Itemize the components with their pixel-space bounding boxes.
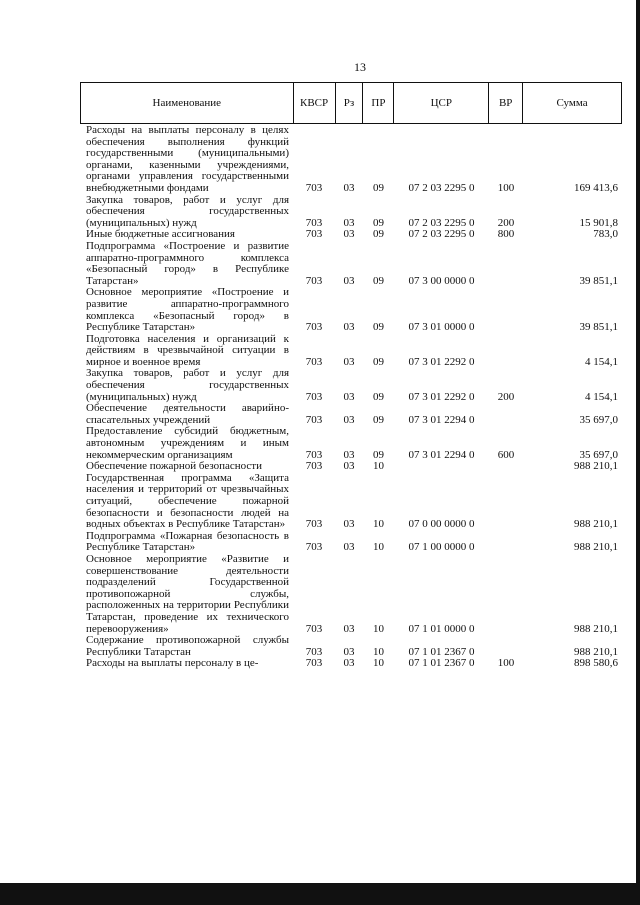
table-row <box>80 334 622 369</box>
row-csr <box>394 461 489 473</box>
scan-edge-right <box>636 0 640 905</box>
row-name: Государственная программа «Защита населения и территорий от чрезвычайных ситуаций, обеспечение пожарной безопасности и безопасности людей на водных объектах в Республике Татарстан» <box>86 471 289 531</box>
row-sum: 988 210,1 <box>574 645 618 658</box>
row-vr: 200 <box>497 216 515 229</box>
row-rz: 03 <box>343 541 355 554</box>
row-pr: 09 <box>373 274 384 287</box>
row-rz: 03 <box>343 518 355 531</box>
row-pr: 09 <box>373 413 384 426</box>
row-sum: 988 210,1 <box>574 460 618 473</box>
row-csr: 07 1 01 0000 0 <box>408 622 475 635</box>
table-row <box>80 125 622 195</box>
table-row <box>80 658 622 670</box>
row-rz: 03 <box>343 355 355 368</box>
budget-table <box>80 125 622 670</box>
table-row <box>80 403 622 426</box>
row-name: Основное мероприятие «Построение и развитие аппаратно-программного комплекса «Безопасный город» в Республике Татарстан» <box>86 286 289 334</box>
row-name: Обеспечение пожарной безопасности <box>86 460 263 473</box>
row-pr: 09 <box>373 448 384 461</box>
row-pr: 09 <box>373 228 384 241</box>
row-name: Подготовка населения и организаций к действиям в чрезвычайной ситуации в мирное и военное время <box>86 332 289 368</box>
row-name: Подпрограмма «Пожарная безопасность в Республике Татарстан» <box>86 529 289 554</box>
row-csr: 07 3 00 0000 0 <box>408 274 475 287</box>
row-sum: 783,0 <box>593 228 618 241</box>
row-rz: 03 <box>343 274 355 287</box>
header-sum: Сумма <box>523 83 622 124</box>
row-kvsr: 703 <box>305 518 323 531</box>
table-row <box>80 241 622 287</box>
row-sum: 35 697,0 <box>579 448 618 461</box>
row-vr: 800 <box>497 228 515 241</box>
header-csr: ЦСР <box>394 83 489 124</box>
header-pr: ПР <box>363 83 394 124</box>
row-sum: 988 210,1 <box>574 518 618 531</box>
row-sum: 4 154,1 <box>585 355 618 368</box>
row-rz: 03 <box>343 645 355 658</box>
row-csr: 07 3 01 2294 0 <box>408 448 475 461</box>
row-vr <box>489 287 523 333</box>
row-kvsr: 703 <box>305 216 323 229</box>
row-rz: 03 <box>343 622 355 635</box>
row-csr: 07 3 01 2292 0 <box>408 390 475 403</box>
row-name: Подпрограмма «Построение и развитие аппаратно-программного комплекса «Безопасный город» в Республике Татарстан» <box>86 239 289 287</box>
table-row <box>80 635 622 658</box>
table-row <box>80 554 622 635</box>
row-pr: 09 <box>373 355 384 368</box>
row-vr: 100 <box>497 657 515 670</box>
row-pr: 09 <box>373 181 384 194</box>
row-name: Иные бюджетные ассигнования <box>86 228 235 241</box>
header-vr: ВР <box>489 83 523 124</box>
row-rz: 03 <box>343 460 355 473</box>
row-sum: 35 697,0 <box>579 413 618 426</box>
row-pr: 10 <box>373 622 384 635</box>
row-vr <box>489 403 523 426</box>
row-pr: 10 <box>373 645 384 658</box>
row-name: Обеспечение деятельности аварийно-спасательных учреждений <box>86 402 289 426</box>
row-csr: 07 1 00 0000 0 <box>408 541 475 554</box>
row-csr: 07 1 01 2367 0 <box>408 657 475 670</box>
table-row <box>80 426 622 461</box>
row-kvsr: 703 <box>305 274 323 287</box>
row-name: Предоставление субсидий бюджетным, автономным учреждениям и иным некоммерческим организациям <box>86 425 289 461</box>
header-name: Наименование <box>81 83 294 124</box>
row-rz: 03 <box>343 181 355 194</box>
row-sum: 39 851,1 <box>579 274 618 287</box>
header-kvsr: КВСР <box>293 83 335 124</box>
row-csr: 07 0 00 0000 0 <box>408 518 475 531</box>
row-pr: 09 <box>373 216 384 229</box>
row-rz: 03 <box>343 413 355 426</box>
row-csr: 07 3 01 2292 0 <box>408 355 475 368</box>
row-kvsr: 703 <box>305 181 323 194</box>
row-vr <box>489 334 523 369</box>
row-kvsr: 703 <box>305 321 323 334</box>
row-vr <box>489 241 523 287</box>
row-vr: 600 <box>497 448 515 461</box>
row-pr: 10 <box>373 541 384 554</box>
row-csr: 07 3 01 0000 0 <box>408 321 475 334</box>
row-sum: 15 901,8 <box>579 216 618 229</box>
row-kvsr: 703 <box>305 355 323 368</box>
row-sum: 988 210,1 <box>574 541 618 554</box>
row-csr: 07 2 03 2295 0 <box>408 228 475 241</box>
table-row <box>80 531 622 554</box>
row-rz: 03 <box>343 228 355 241</box>
header-rz: Рз <box>335 83 363 124</box>
row-name: Расходы на выплаты персоналу в целях обеспечения выполнения функций государственными (муниципальными) органами, казенными учреждениями, органами управления государственными внебюджетными фондами <box>86 124 289 194</box>
row-pr: 09 <box>373 390 384 403</box>
row-kvsr: 703 <box>305 228 323 241</box>
row-name: Содержание противопожарной службы Республики Татарстан <box>86 634 289 658</box>
scan-edge-bottom <box>0 883 640 905</box>
row-pr: 09 <box>373 321 384 334</box>
row-vr <box>489 461 523 473</box>
row-kvsr: 703 <box>305 460 323 473</box>
row-name: Закупка товаров, работ и услуг для обеспечения государственных (муниципальных) нужд <box>86 193 289 229</box>
table-header <box>80 82 622 124</box>
table-row <box>80 195 622 230</box>
table-row <box>80 368 622 403</box>
row-kvsr: 703 <box>305 645 323 658</box>
row-rz: 03 <box>343 448 355 461</box>
page-number: 13 <box>354 60 366 74</box>
row-sum: 898 580,6 <box>574 657 618 670</box>
row-vr: 200 <box>497 390 515 403</box>
row-kvsr: 703 <box>305 541 323 554</box>
row-vr <box>489 473 523 531</box>
row-name: Расходы на выплаты персоналу в це- <box>86 657 259 670</box>
table-row <box>80 473 622 531</box>
row-sum: 39 851,1 <box>579 321 618 334</box>
row-kvsr: 703 <box>305 448 323 461</box>
row-csr: 07 1 01 2367 0 <box>408 645 475 658</box>
row-rz: 03 <box>343 390 355 403</box>
row-kvsr: 703 <box>305 390 323 403</box>
row-vr: 100 <box>497 181 515 194</box>
row-rz: 03 <box>343 657 355 670</box>
row-kvsr: 703 <box>305 413 323 426</box>
row-sum: 169 413,6 <box>574 181 618 194</box>
row-csr: 07 2 03 2295 0 <box>408 181 475 194</box>
row-csr: 07 3 01 2294 0 <box>408 413 475 426</box>
row-kvsr: 703 <box>305 657 323 670</box>
row-pr: 10 <box>373 460 384 473</box>
row-rz: 03 <box>343 321 355 334</box>
row-pr: 10 <box>373 518 384 531</box>
row-name: Основное мероприятие «Развитие и совершенствование деятельности подразделений Государственной противопожарной службы, расположенных на территории Республики Татарстан, проведение их технического перевооружения» <box>86 552 289 635</box>
row-pr: 10 <box>373 657 384 670</box>
row-rz: 03 <box>343 216 355 229</box>
row-vr <box>489 635 523 658</box>
row-kvsr: 703 <box>305 622 323 635</box>
row-sum: 988 210,1 <box>574 622 618 635</box>
row-sum: 4 154,1 <box>585 390 618 403</box>
row-csr: 07 2 03 2295 0 <box>408 216 475 229</box>
row-vr <box>489 531 523 554</box>
row-vr <box>489 554 523 635</box>
table-row <box>80 287 622 333</box>
row-name: Закупка товаров, работ и услуг для обеспечения государственных (муниципальных) нужд <box>86 367 289 403</box>
